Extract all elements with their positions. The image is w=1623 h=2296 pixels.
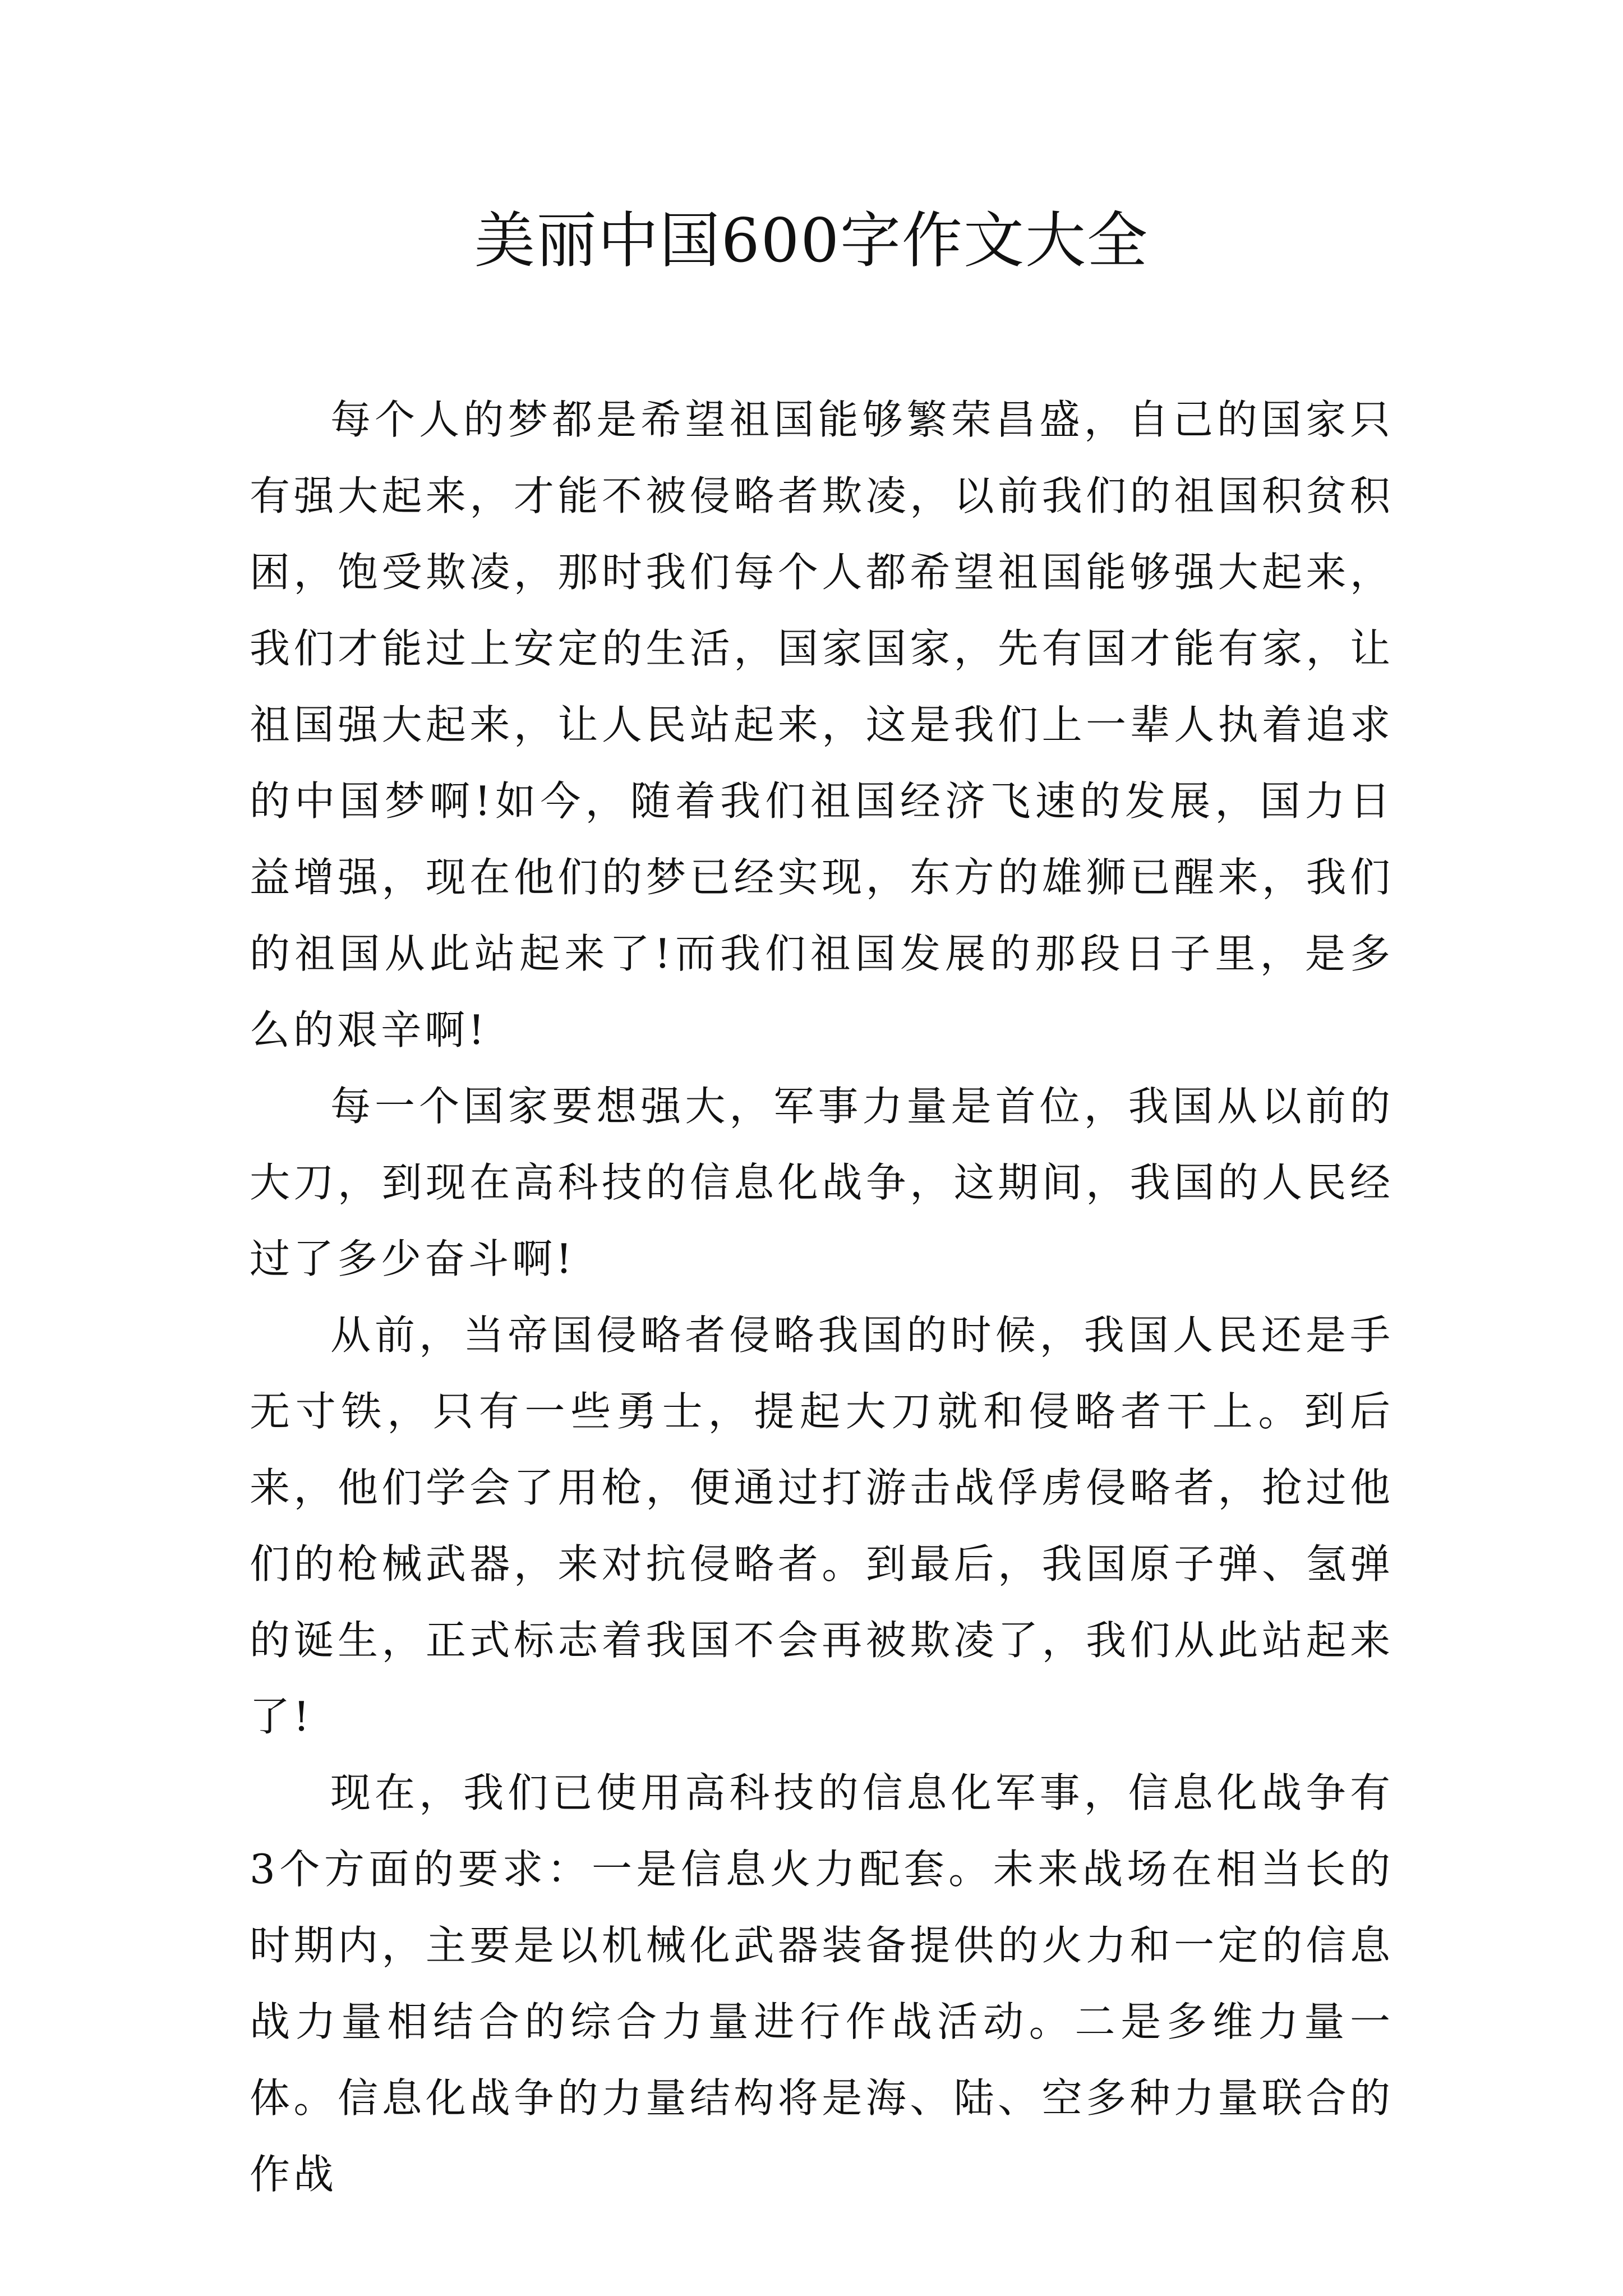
document-body <box>250 381 1394 2212</box>
paragraph-3: 从前，当帝国侵略者侵略我国的时候，我国人民还是手无寸铁，只有一些勇士，提起大刀就和侵略者干上。到后来，他们学会了用枪，便通过打游击战俘虏侵略者，抢过他们的枪械武器，来对抗侵略者。到最后，我国原子弹、氢弹的诞生，正式标志着我国不会再被欺凌了，我们从此站起来了! <box>250 1312 1394 1740</box>
paragraph-4: 现在，我们已使用高科技的信息化军事，信息化战争有3个方面的要求：一是信息火力配套。未来战场在相当长的时期内，主要是以机械化武器装备提供的火力和一定的信息战力量相结合的综合力量进行作战活动。二是多维力量一体。信息化战争的力量结构将是海、陆、空多种力量联合的作战 <box>250 1769 1394 2198</box>
paragraph-1: 每个人的梦都是希望祖国能够繁荣昌盛，自己的国家只有强大起来，才能不被侵略者欺凌，以前我们的祖国积贫积困，饱受欺凌，那时我们每个人都希望祖国能够强大起来，我们才能过上安定的生活，国家国家，先有国才能有家，让祖国强大起来，让人民站起来，这是我们上一辈人执着追求的中国梦啊!如今，随着我们祖国经济飞速的发展，国力日益增强，现在他们的梦已经实现，东方的雄狮已醒来，我们的祖国从此站起来了!而我们祖国发展的那段日子里，是多么的艰辛啊! <box>250 396 1394 1053</box>
document-title: 美丽中国600字作文大全 <box>474 206 1149 276</box>
paragraph-2: 每一个国家要想强大，军事力量是首位，我国从以前的大刀，到现在高科技的信息化战争，这期间，我国的人民经过了多少奋斗啊! <box>250 1083 1394 1282</box>
